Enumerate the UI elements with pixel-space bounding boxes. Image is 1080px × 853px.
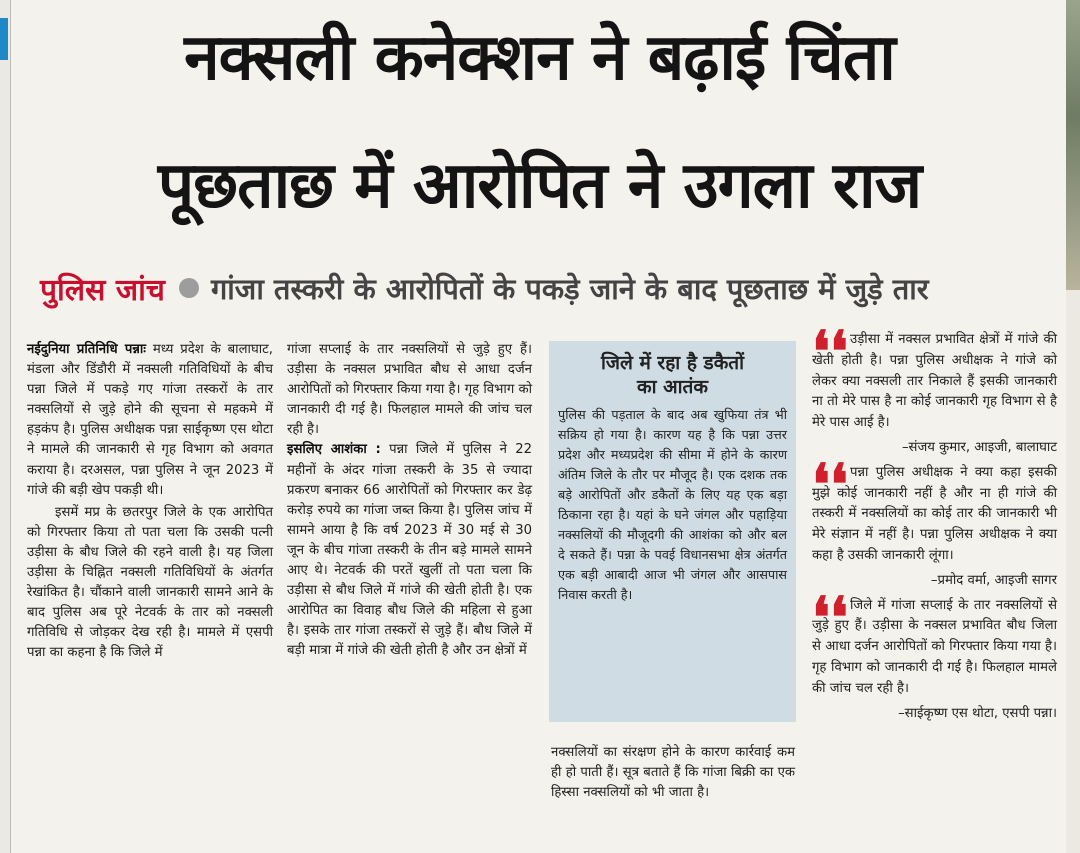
sidebar-title bbox=[558, 351, 787, 399]
section-heading: इसलिए आशंका : bbox=[287, 442, 381, 458]
article-column-3-continued bbox=[551, 743, 795, 803]
quote-mark-icon: ❛❛ bbox=[812, 451, 849, 518]
article-para-5: नक्सलियों का संरक्षण होने के कारण कार्रवाई कम ही हो पाती हैं। सूत्र बताते हैं कि गांजा बिक्री का एक हिस्सा नक्सलियों को भी जाता है। bbox=[551, 745, 795, 801]
kicker-label: पुलिस जांच bbox=[40, 272, 165, 308]
sidebar-body: पुलिस की पड़ताल के बाद अब खुफिया तंत्र भी सक्रिय हो गया है। कारण यह है कि पन्ना उत्तर प्रदेश और मध्यप्रदेश की सीमा में होने के कारण अंतिम जिले के तौर पर मौजूद है। एक दशक तक बड़े आरोपितों और डकैतों के लिए यह एक बड़ा ठिकाना रहा है। यहां के घने जंगल और पहाड़िया नक्सलियों की मौजूदगी की आशंका को और बल दे सकते हैं। पन्ना के पवई विधानसभा क्षेत्र अंतर्गत एक बड़ी आबादी आज भी जंगल और आसपास निवास करती है। bbox=[558, 407, 787, 602]
quote-author: –साईकृष्ण एस थोटा, एसपी पन्ना। bbox=[898, 705, 1057, 721]
quote-block bbox=[812, 319, 1057, 459]
subheadline-text: गांजा तस्करी के आरोपितों के पकड़े जाने के बाद पूछताछ में जुड़े तार bbox=[210, 271, 929, 306]
quote-mark-icon: ❛❛ bbox=[812, 584, 849, 651]
quote-block bbox=[812, 451, 1057, 592]
article-column-2 bbox=[287, 340, 532, 662]
article-para-2: इसमें मप्र के छतरपुर जिले के एक आरोपित को गिरफ्तार किया तो पता चला कि उसकी पत्नी उड़ीसा के बौध जिले की रहने वाली है। यह जिला उड़ीसा के चिह्नित नक्सली गतिविधियों के अंतर्गत रेखांकित है। चौंकाने वाली जानकारी सामने आने के बाद पुलिस अब पूरे नेटवर्क के तार को नक्सली गतिविधि से जोड़कर देख रही है। मामले में एसपी पन्ना का कहना है कि जिले में bbox=[27, 504, 273, 661]
quote-text: पन्ना पुलिस अधीक्षक ने क्या कहा इसकी मुझे कोई जानकारी नहीं है और ना ही गांजे की तस्करी में नक्सलियों का कोई तार की जानकारी भी मेरे संज्ञान में नहीं है। पन्ना पुलिस अधीक्षक ने क्या कहा है उसकी जानकारी लूंगा। bbox=[812, 464, 1057, 563]
article-column-1 bbox=[27, 340, 273, 664]
quote-mark-icon: ❛❛ bbox=[812, 319, 849, 385]
byline: नईदुनिया प्रतिनिधि पन्नाः bbox=[27, 342, 146, 357]
quote-text: उड़ीसा में नक्सल प्रभावित क्षेत्रों में गांजे की खेती होती है। पन्ना पुलिस अधीक्षक ने गांजे को लेकर क्या नक्सली तार निकाले हैं इसकी जानकारी ना तो मेरे पास है ना कोई जानकारी गृह विभाग से है मेरे पास आई है। bbox=[812, 332, 1057, 431]
subheadline bbox=[40, 262, 1040, 314]
article-para-3: गांजा सप्लाई के तार नक्सलियों से जुड़े हुए हैं। उड़ीसा के नक्सल प्रभावित बौध से आधा दर्जन आरोपितों को गिरफ्तार किया गया है। गृह विभाग को जानकारी दी गई है। फिलहाल मामले की जांच चल रही है। bbox=[287, 342, 532, 438]
quote-author: –प्रमोद वर्मा, आइजी सागर bbox=[930, 572, 1057, 588]
quote-text: जिले में गांजा सप्लाई के तार नक्सलियों से जुड़े हुए हैं। उड़ीसा के नक्सल प्रभावित बौध जिला से आधा दर्जन आरोपितों को गिरफ्तार किया गया है। गृह विभाग को जानकारी दी गई है। फिलहाल मामले की जांच चल रही है। bbox=[812, 597, 1057, 696]
article-para-1: मध्य प्रदेश के बालाघाट, मंडला और डिंडौरी में नक्सली गतिविधियों के बीच पन्ना जिले में पकड़े गए गांजा तस्करों के तार नक्सलियों से जुड़े होने की सूचना से महकमे में हड़कंप है। पुलिस अधीक्षक पन्ना साईकृष्ण एस थोटा ने मामले की जानकारी से गृह विभाग को अवगत कराया है। दरअसल, पन्ना पुलिस ने जून 2023 में गांजे की बड़ी खेप पकड़ी थी। bbox=[27, 342, 273, 498]
adjacent-photo-fragment bbox=[1066, 0, 1080, 290]
page-edge-marker bbox=[0, 18, 8, 60]
left-page-edge bbox=[0, 0, 11, 853]
headline-line-1: नक्सली कनेक्शन ने बढ़ाई चिंता bbox=[184, 21, 895, 95]
bullet-dot-icon bbox=[179, 278, 199, 298]
right-page-edge bbox=[1066, 0, 1080, 853]
headline-line-2: पूछताछ में आरोपित ने उगला राज bbox=[157, 149, 922, 223]
sidebar-title-line-1: जिले में रहा है डकैतों bbox=[600, 352, 745, 374]
sidebar-title-line-2: का आतंक bbox=[637, 376, 708, 398]
quote-author: –संजय कुमार, आइजी, बालाघाट bbox=[901, 439, 1057, 455]
article-para-4: पन्ना जिले में पुलिस ने 22 महीनों के अंदर गांजा तस्करी के 35 से ज्यादा प्रकरण बनाकर 66 आरोपितों को गिरफ्तार कर डेढ़ करोड़ रुपये का गांजा जब्त किया है। पुलिस जांच में सामने आया है कि वर्ष 2023 में 30 मई से 30 जून के बीच गांजा तस्करी के तीन बड़े मामले सामने आए थे। नेटवर्क की परतें खुलीं तो पता चला कि उड़ीसा से बौध जिले में गांजे की खेती होती है। एक आरोपित का विवाह बौध जिले की महिला से हुआ है। इसके तार गांजा तस्करों से जुड़े हैं। बौध जिले में बड़ी मात्रा में गांजे की खेती होती है और उन क्षेत्रों में bbox=[287, 442, 532, 659]
quote-block bbox=[812, 584, 1057, 725]
quotes-column bbox=[812, 319, 1057, 728]
sidebar-box bbox=[549, 341, 796, 722]
